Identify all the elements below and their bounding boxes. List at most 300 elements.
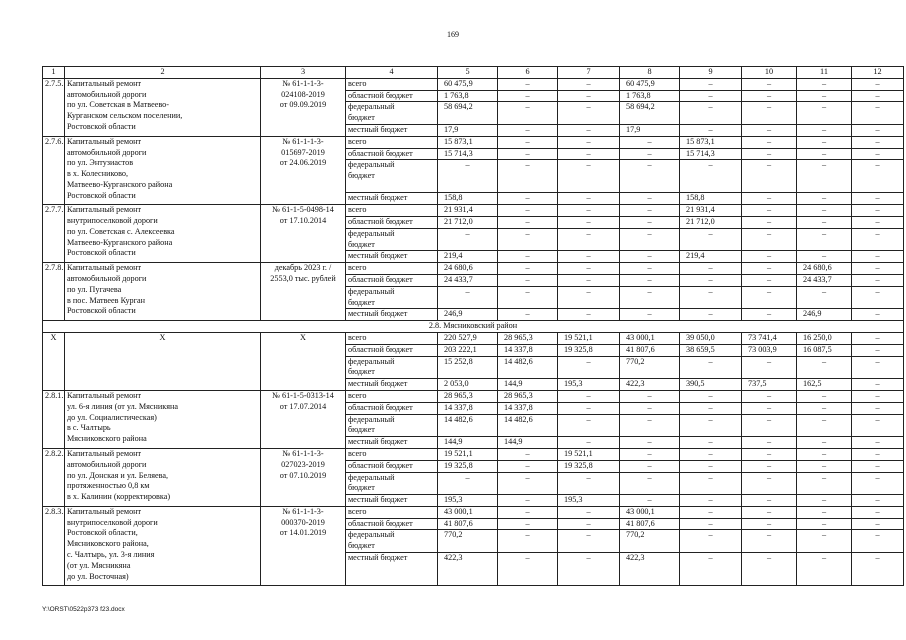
value-col-7: – — [558, 251, 620, 263]
value-col-12: – — [852, 553, 904, 586]
cell-line: Матвеево-Курганского района — [67, 237, 173, 247]
column-number-11: 11 — [797, 67, 852, 79]
value-col-11: – — [797, 78, 852, 90]
value-col-10: – — [742, 553, 797, 586]
value-col-6: – — [498, 506, 558, 518]
funding-source — [346, 460, 438, 472]
cell-line: в пос. Матвеев Курган — [67, 295, 146, 305]
value-col-8: – — [620, 205, 680, 217]
value-col-6: – — [498, 90, 558, 102]
value-col-5: 15 714,3 — [438, 148, 498, 160]
value-col-5: 195,3 — [438, 495, 498, 507]
table-row — [43, 136, 904, 148]
value-col-8: – — [620, 414, 680, 437]
item-name — [65, 506, 261, 585]
value-col-9: – — [680, 553, 742, 586]
value-col-12: – — [852, 344, 904, 356]
value-col-9: 38 659,5 — [680, 344, 742, 356]
cell-line: бюджет — [348, 367, 375, 377]
value-col-6: – — [498, 205, 558, 217]
cell-line: от 24.06.2019 — [279, 158, 327, 168]
value-col-6: – — [498, 286, 558, 309]
value-col-5: 19 521,1 — [438, 448, 498, 460]
value-col-9: – — [680, 495, 742, 507]
value-col-12: – — [852, 448, 904, 460]
value-col-10: – — [742, 402, 797, 414]
cell-line: (от ул. Мясникяна — [67, 560, 131, 570]
value-col-8: – — [620, 263, 680, 275]
value-col-9: 390,5 — [680, 379, 742, 391]
funding-source — [346, 205, 438, 217]
value-col-8: – — [620, 216, 680, 228]
funding-source — [346, 518, 438, 530]
funding-source — [346, 414, 438, 437]
value-col-5: 1 763,8 — [438, 90, 498, 102]
table-row — [43, 205, 904, 217]
value-col-8: – — [620, 472, 680, 495]
value-col-8: 43 000,1 — [620, 506, 680, 518]
value-col-11: – — [797, 286, 852, 309]
column-number-9: 9 — [680, 67, 742, 79]
cell-line: Капитальный ремонт — [67, 136, 142, 146]
value-col-10: – — [742, 136, 797, 148]
value-col-12: – — [852, 102, 904, 125]
cell-line: федеральный — [348, 102, 395, 112]
value-col-10: – — [742, 160, 797, 193]
value-col-10: – — [742, 193, 797, 205]
value-col-11: – — [797, 124, 852, 136]
value-col-5: 58 694,2 — [438, 102, 498, 125]
value-col-6: 14 482,6 — [498, 356, 558, 379]
value-col-6: – — [498, 263, 558, 275]
value-col-7: – — [558, 78, 620, 90]
value-col-10: – — [742, 506, 797, 518]
cell-line: бюджет — [348, 171, 375, 181]
value-col-8: – — [620, 193, 680, 205]
cell-line: всего — [348, 448, 367, 458]
value-col-8: 60 475,9 — [620, 78, 680, 90]
value-col-7: – — [558, 309, 620, 321]
value-col-7: – — [558, 160, 620, 193]
project-document — [261, 78, 346, 136]
value-col-6: 144,9 — [498, 379, 558, 391]
value-col-9: – — [680, 356, 742, 379]
value-col-10: – — [742, 472, 797, 495]
section-title-row — [43, 321, 904, 333]
value-col-10: – — [742, 390, 797, 402]
value-col-11: – — [797, 518, 852, 530]
value-col-11: 246,9 — [797, 309, 852, 321]
cell-line: 024108-2019 — [281, 89, 325, 99]
column-number-6: 6 — [498, 67, 558, 79]
value-col-10: – — [742, 495, 797, 507]
value-col-9: – — [680, 228, 742, 251]
value-col-9: – — [680, 530, 742, 553]
funding-source — [346, 193, 438, 205]
project-document — [261, 136, 346, 204]
value-col-7: – — [558, 263, 620, 275]
value-col-11: – — [797, 437, 852, 449]
value-col-5: 246,9 — [438, 309, 498, 321]
value-col-7: – — [558, 216, 620, 228]
funding-source — [346, 530, 438, 553]
cell-line: бюджет — [348, 541, 375, 551]
value-col-8: – — [620, 495, 680, 507]
cell-line: от 09.09.2019 — [279, 100, 327, 110]
value-col-12: – — [852, 530, 904, 553]
cell-line: Ростовской области — [67, 121, 136, 131]
cell-line: № 61-1-1-3- — [282, 506, 324, 516]
value-col-5: 14 482,6 — [438, 414, 498, 437]
value-col-9: – — [680, 124, 742, 136]
value-col-7: 19 325,8 — [558, 460, 620, 472]
project-document — [261, 448, 346, 506]
value-col-12: – — [852, 414, 904, 437]
value-col-7: – — [558, 136, 620, 148]
value-col-6: – — [498, 228, 558, 251]
value-col-10: – — [742, 518, 797, 530]
value-col-6: – — [498, 216, 558, 228]
value-col-8: – — [620, 460, 680, 472]
value-col-6: – — [498, 148, 558, 160]
value-col-6: – — [498, 495, 558, 507]
project-document — [261, 263, 346, 321]
item-name — [65, 205, 261, 263]
cell-line: № 61-1-1-3- — [282, 136, 324, 146]
value-col-8: – — [620, 228, 680, 251]
value-col-5: 21 931,4 — [438, 205, 498, 217]
cell-line: протяженностью 0,8 км — [67, 481, 150, 491]
value-col-11: – — [797, 472, 852, 495]
value-col-5: 14 337,8 — [438, 402, 498, 414]
value-col-8: 1 763,8 — [620, 90, 680, 102]
funding-source — [346, 160, 438, 193]
value-col-11: – — [797, 506, 852, 518]
funding-source — [346, 216, 438, 228]
funding-source — [346, 506, 438, 518]
value-col-6: – — [498, 124, 558, 136]
cell-line: Матвеево-Курганского района — [67, 179, 173, 189]
column-number-2: 2 — [65, 67, 261, 79]
value-col-12: – — [852, 518, 904, 530]
item-name — [65, 448, 261, 506]
program-financing-table — [42, 66, 904, 586]
value-col-6: – — [498, 460, 558, 472]
cell-line: местный бюджет — [348, 309, 408, 319]
cell-line: всего — [348, 136, 367, 146]
value-col-11: – — [797, 228, 852, 251]
funding-source — [346, 90, 438, 102]
value-col-11: – — [797, 102, 852, 125]
cell-line: всего — [348, 205, 367, 215]
value-col-12: – — [852, 263, 904, 275]
cell-line: № 61-1-1-3- — [282, 78, 324, 88]
cell-line: в х. Калинин (корректировка) — [67, 492, 171, 502]
cell-line: федеральный — [348, 414, 395, 424]
value-col-6: – — [498, 102, 558, 125]
value-col-9: – — [680, 286, 742, 309]
cell-line: федеральный — [348, 228, 395, 238]
value-col-7: – — [558, 205, 620, 217]
cell-line: областной бюджет — [348, 344, 413, 354]
value-col-8: – — [620, 390, 680, 402]
item-name — [65, 136, 261, 204]
value-col-8: – — [620, 402, 680, 414]
cell-line: местный бюджет — [348, 251, 408, 261]
value-col-11: – — [797, 216, 852, 228]
cell-line: автомобильной дороги — [67, 273, 147, 283]
value-col-12: – — [852, 506, 904, 518]
value-col-7: – — [558, 90, 620, 102]
value-col-7: – — [558, 286, 620, 309]
value-col-12: – — [852, 205, 904, 217]
value-col-7: 19 521,1 — [558, 448, 620, 460]
value-col-5: – — [438, 160, 498, 193]
value-col-11: – — [797, 193, 852, 205]
cell-line: Ростовской области — [67, 248, 136, 258]
item-name — [65, 390, 261, 448]
value-col-11: – — [797, 530, 852, 553]
funding-source — [346, 402, 438, 414]
value-col-5: 770,2 — [438, 530, 498, 553]
cell-line: Капитальный ремонт — [67, 390, 142, 400]
funding-source — [346, 286, 438, 309]
cell-line: всего — [348, 78, 367, 88]
table-row — [43, 506, 904, 518]
cell-line: Капитальный ремонт — [67, 263, 142, 273]
cell-line: с. Чалтырь, ул. 3-я линия — [67, 550, 155, 560]
value-col-7: – — [558, 530, 620, 553]
cell-line: Капитальный ремонт — [67, 78, 142, 88]
cell-line: 2553,0 тыс. рублей — [270, 273, 336, 283]
funding-source — [346, 344, 438, 356]
value-col-8: – — [620, 160, 680, 193]
value-col-9: – — [680, 506, 742, 518]
cell-line: в х. Колесниково, — [67, 169, 129, 179]
cell-line: декабрь 2023 г. / — [274, 263, 332, 273]
value-col-5: 24 433,7 — [438, 274, 498, 286]
value-col-7: – — [558, 553, 620, 586]
value-col-7: – — [558, 437, 620, 449]
value-col-5: 2 053,0 — [438, 379, 498, 391]
value-col-8: – — [620, 437, 680, 449]
table-row — [43, 263, 904, 275]
item-name — [65, 332, 261, 390]
value-col-8: 41 807,6 — [620, 344, 680, 356]
cell-line: федеральный — [348, 356, 395, 366]
cell-line: Ростовской области — [67, 306, 136, 316]
value-col-6: – — [498, 193, 558, 205]
value-col-8: 422,3 — [620, 379, 680, 391]
value-col-11: – — [797, 251, 852, 263]
value-col-5: 219,4 — [438, 251, 498, 263]
value-col-10: – — [742, 263, 797, 275]
cell-line: федеральный — [348, 160, 395, 170]
value-col-11: – — [797, 160, 852, 193]
value-col-12: – — [852, 124, 904, 136]
cell-line: всего — [348, 390, 367, 400]
cell-line: 015697-2019 — [281, 147, 325, 157]
value-col-7: – — [558, 518, 620, 530]
value-col-8: – — [620, 148, 680, 160]
value-col-5: – — [438, 228, 498, 251]
value-col-10: – — [742, 448, 797, 460]
cell-line: местный бюджет — [348, 193, 408, 203]
value-col-11: – — [797, 414, 852, 437]
item-number: 2.8.3. — [43, 506, 65, 585]
value-col-11: – — [797, 553, 852, 586]
cell-line: 027023-2019 — [281, 459, 325, 469]
item-number: X — [43, 332, 65, 390]
cell-line: местный бюджет — [348, 379, 408, 389]
cell-line: Ростовской области, — [67, 528, 138, 538]
value-col-9: 219,4 — [680, 251, 742, 263]
value-col-8: 43 000,1 — [620, 332, 680, 344]
funding-source — [346, 553, 438, 586]
value-col-12: – — [852, 356, 904, 379]
value-col-12: – — [852, 90, 904, 102]
item-number: 2.8.1. — [43, 390, 65, 448]
project-document — [261, 332, 346, 390]
value-col-10: 73 741,4 — [742, 332, 797, 344]
value-col-7: 19 325,8 — [558, 344, 620, 356]
value-col-5: 15 873,1 — [438, 136, 498, 148]
funding-source — [346, 379, 438, 391]
value-col-10: 73 003,9 — [742, 344, 797, 356]
value-col-12: – — [852, 379, 904, 391]
value-col-8: – — [620, 136, 680, 148]
cell-line: внутрипоселковой дороги — [67, 517, 158, 527]
value-col-9: – — [680, 402, 742, 414]
column-number-7: 7 — [558, 67, 620, 79]
funding-source — [346, 136, 438, 148]
value-col-8: – — [620, 286, 680, 309]
cell-line: федеральный — [348, 530, 395, 540]
value-col-7: – — [558, 102, 620, 125]
value-col-9: – — [680, 472, 742, 495]
project-document — [261, 205, 346, 263]
value-col-12: – — [852, 274, 904, 286]
value-col-5: 24 680,6 — [438, 263, 498, 275]
value-col-12: – — [852, 495, 904, 507]
cell-line: Капитальный ремонт — [67, 506, 142, 516]
funding-source — [346, 274, 438, 286]
cell-line: бюджет — [348, 239, 375, 249]
value-col-6: – — [498, 274, 558, 286]
value-col-7: 195,3 — [558, 495, 620, 507]
value-col-7: 195,3 — [558, 379, 620, 391]
value-col-7: – — [558, 390, 620, 402]
funding-source — [346, 472, 438, 495]
funding-source — [346, 437, 438, 449]
value-col-9: 21 931,4 — [680, 205, 742, 217]
value-col-9: 39 050,0 — [680, 332, 742, 344]
cell-line: всего — [348, 263, 367, 273]
value-col-11: 16 250,0 — [797, 332, 852, 344]
cell-line: местный бюджет — [348, 124, 408, 134]
item-number: 2.8.2. — [43, 448, 65, 506]
column-number-4: 4 — [346, 67, 438, 79]
value-col-10: – — [742, 274, 797, 286]
value-col-12: – — [852, 472, 904, 495]
cell-line: областной бюджет — [348, 90, 413, 100]
value-col-12: – — [852, 136, 904, 148]
value-col-9: 21 712,0 — [680, 216, 742, 228]
value-col-8: – — [620, 448, 680, 460]
column-number-1: 1 — [43, 67, 65, 79]
value-col-5: 60 475,9 — [438, 78, 498, 90]
project-document — [261, 506, 346, 585]
value-col-5: 422,3 — [438, 553, 498, 586]
value-col-8: 41 807,6 — [620, 518, 680, 530]
section-title: 2.8. Мясниковский район — [43, 321, 904, 333]
value-col-5: 17,9 — [438, 124, 498, 136]
cell-line: по ул. Советская с. Алексеевка — [67, 226, 175, 236]
value-col-11: 24 433,7 — [797, 274, 852, 286]
cell-line: всего — [348, 332, 367, 342]
value-col-7: – — [558, 124, 620, 136]
cell-line: местный бюджет — [348, 553, 408, 563]
value-col-5: 144,9 — [438, 437, 498, 449]
cell-line: X — [300, 332, 306, 342]
value-col-10: – — [742, 90, 797, 102]
cell-line: в с. Чалтырь — [67, 423, 111, 433]
value-col-10: – — [742, 251, 797, 263]
value-col-12: – — [852, 251, 904, 263]
cell-line: № 61-1-1-3- — [282, 448, 324, 458]
value-col-9: – — [680, 414, 742, 437]
value-col-9: 15 714,3 — [680, 148, 742, 160]
value-col-6: – — [498, 309, 558, 321]
value-col-9: – — [680, 102, 742, 125]
funding-source — [346, 102, 438, 125]
funding-source — [346, 148, 438, 160]
value-col-9: – — [680, 78, 742, 90]
value-col-9: – — [680, 448, 742, 460]
value-col-9: 15 873,1 — [680, 136, 742, 148]
value-col-12: – — [852, 286, 904, 309]
page-number: 169 — [447, 30, 459, 39]
cell-line: Капитальный ремонт — [67, 448, 142, 458]
cell-line: от 17.07.2014 — [279, 401, 327, 411]
funding-source — [346, 228, 438, 251]
value-col-11: – — [797, 356, 852, 379]
value-col-5: 19 325,8 — [438, 460, 498, 472]
cell-line: Ростовской области — [67, 190, 136, 200]
cell-line: по ул. Донская и ул. Беляева, — [67, 470, 169, 480]
value-col-10: – — [742, 356, 797, 379]
cell-line: бюджет — [348, 297, 375, 307]
cell-line: по ул. Энтузиастов — [67, 158, 134, 168]
value-col-10: – — [742, 286, 797, 309]
table-row — [43, 332, 904, 344]
cell-line: № 61-1-5-0498-14 — [272, 205, 334, 215]
value-col-11: – — [797, 448, 852, 460]
cell-line: Курганском сельском поселении, — [67, 111, 183, 121]
funding-source — [346, 332, 438, 344]
item-number: 2.7.6. — [43, 136, 65, 204]
cell-line: местный бюджет — [348, 437, 408, 447]
value-col-10: – — [742, 102, 797, 125]
value-col-6: – — [498, 448, 558, 460]
cell-line: № 61-1-5-0313-14 — [272, 390, 334, 400]
value-col-5: 158,8 — [438, 193, 498, 205]
funding-source — [346, 78, 438, 90]
value-col-5: 203 222,1 — [438, 344, 498, 356]
value-col-12: – — [852, 193, 904, 205]
cell-line: бюджет — [348, 425, 375, 435]
value-col-6: – — [498, 530, 558, 553]
